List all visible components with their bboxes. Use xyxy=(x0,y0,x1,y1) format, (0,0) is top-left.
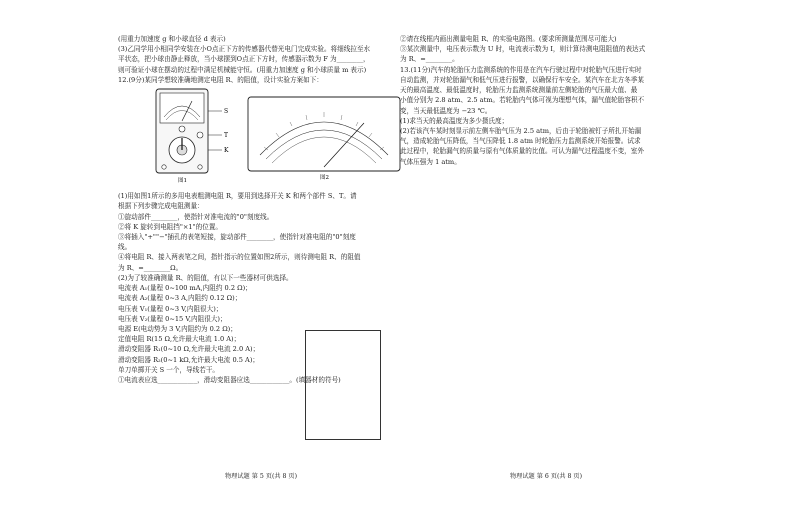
text-line: 为 R、=________。 xyxy=(400,55,459,64)
question-13-line: 天的最高温度、最低温度时，轮胎压力监测系统测量前左侧轮胎的气压最大值、最 xyxy=(400,86,638,95)
equipment-item: 电流表 A₁(量程 0~100 mA,内阻约 0.2 Ω)； xyxy=(118,284,252,293)
circuit-drawing-box xyxy=(305,330,381,440)
equipment-item: 电压表 V₂(量程 0~15 V,内阻很大)； xyxy=(118,314,227,323)
text-line: 平状态，把小球由静止释放，当小球摆到O点正下方时，传感器示数为 F 为________， xyxy=(118,55,370,64)
text-line: (用重力加速度 g 和小球直径 d 表示) xyxy=(118,35,226,43)
question-13-line: 此过程中，轮胎漏气的质量与原有气体质量的比值。可认为漏气过程温度不变，室外 xyxy=(400,147,644,156)
question-13-line: 气体压强为 1 atm。 xyxy=(400,157,461,166)
text-line: 根据下列步骤完成电阻测量： xyxy=(118,202,204,211)
page-footer-left: 物理试题 第 5 页(共 8 页) xyxy=(225,473,298,480)
figure-row xyxy=(118,87,395,187)
equipment-item: 滑动变阻器 R₂(0~1 kΩ,允许最大电流 0.5 A)； xyxy=(118,355,259,364)
figure-2-caption: 图2 xyxy=(320,175,329,182)
label-k: K xyxy=(224,147,229,155)
question-13-line: 小值分别为 2.8 atm、2.5 atm。若轮胎内气体可视为理想气体，漏气值轮胎容积不 xyxy=(400,96,645,105)
text-line: (1)用如图1所示的多用电表粗测电阻 R，要用到选择开关 K 和两个部件 S、T。请 xyxy=(118,192,357,201)
text-line: 则可验证小球在摆动的过程中满足机械能守恒。(用重力加速度 g 和小球质量 m 表示) xyxy=(118,65,367,74)
text-line: ②请在线框内画出测量电阻 R、的实验电路图。(要求所测量范围尽可能大) xyxy=(400,35,617,43)
step-line: ③将插入"+""−"插孔的表笔短接，旋动部件________，使指针对准电阻的"0"刻度 xyxy=(118,232,356,241)
text-line: ①电流表应选____________，滑动变阻器应选____________。(填器材的符号) xyxy=(118,376,341,385)
equipment-item: 电流表 A₂(量程 0~3 A,内阻约 0.12 Ω)； xyxy=(118,294,242,303)
step-line: ④将电阻 R、接入两表笔之间，指针指示的位置如图2所示，则待测电阻 R、的阻值 xyxy=(118,253,361,262)
page-footer-right: 物理试题 第 6 页(共 8 页) xyxy=(510,473,583,480)
text-line: (3)乙同学用小相同学安装在小O点正下方的传感器代替光电门完成实验。将细线拉至水 xyxy=(118,45,371,54)
step-line: 线。 xyxy=(118,243,132,252)
label-t: T xyxy=(224,132,229,140)
equipment-item: 定值电阻 R(15 Ω,允许最大电流 1.0 A)； xyxy=(118,335,241,344)
question-12-header: 12.(9分)某同学想较准确地测定电阻 R、的阻值，设计实验方案如下： xyxy=(118,75,323,84)
step-line: ①旋动部件________，使指针对准电流的"0"刻度线。 xyxy=(118,212,274,221)
question-13-line: 变，当天最低温度为 −23 ℃。 xyxy=(400,106,492,115)
step-line: 为 R、=________Ω。 xyxy=(118,263,183,272)
equipment-item: 滑动变阻器 R₁(0~10 Ω,允许最大电流 2.0 A)； xyxy=(118,345,260,354)
question-13-line: (2)若该汽车某时刻显示前左侧车胎气压为 2.5 atm，后由于轮胎被钉子所扎开始漏 xyxy=(400,126,642,135)
question-13-line: 13.(11分)汽车的轮胎压力监测系统的作用是在汽车行驶过程中对轮胎气压进行实时 xyxy=(400,65,642,74)
equipment-item: 电源 E(电动势为 3 V,内阻约为 0.2 Ω)； xyxy=(118,324,237,333)
question-13-line: (1)求当天的最高温度为多少摄氏度； xyxy=(400,116,509,125)
question-13-line: 自动监测，并对轮胎漏气和低气压进行报警，以确保行车安全。某汽车在北方冬季某 xyxy=(400,75,644,84)
equipment-item: 单刀单掷开关 S 一个，导线若干。 xyxy=(118,365,220,374)
equipment-item: 电压表 V₁(量程 0~3 V,内阻很大)； xyxy=(118,304,223,313)
label-s: S xyxy=(224,108,229,116)
question-13-line: 气，造成轮胎气压降低，当气压降低 1.8 atm 时轮胎压力监测系统开始报警。试求 xyxy=(400,137,641,146)
right-column xyxy=(400,34,682,167)
text-line: ③某次测量中，电压表示数为 U 时，电流表示数为 I，则计算待测电阻阻值的表达式 xyxy=(400,45,646,54)
step-line: ②将 K 旋转到电阻挡"×1"的位置。 xyxy=(118,222,223,231)
question-12-2-header: (2)为了较准确测量 R、的阻值，有以下一些器材可供选择。 xyxy=(118,273,293,282)
multimeter-figure xyxy=(134,87,244,183)
figure-1-caption: 图1 xyxy=(178,178,187,184)
meter-dial-figure xyxy=(246,95,402,181)
